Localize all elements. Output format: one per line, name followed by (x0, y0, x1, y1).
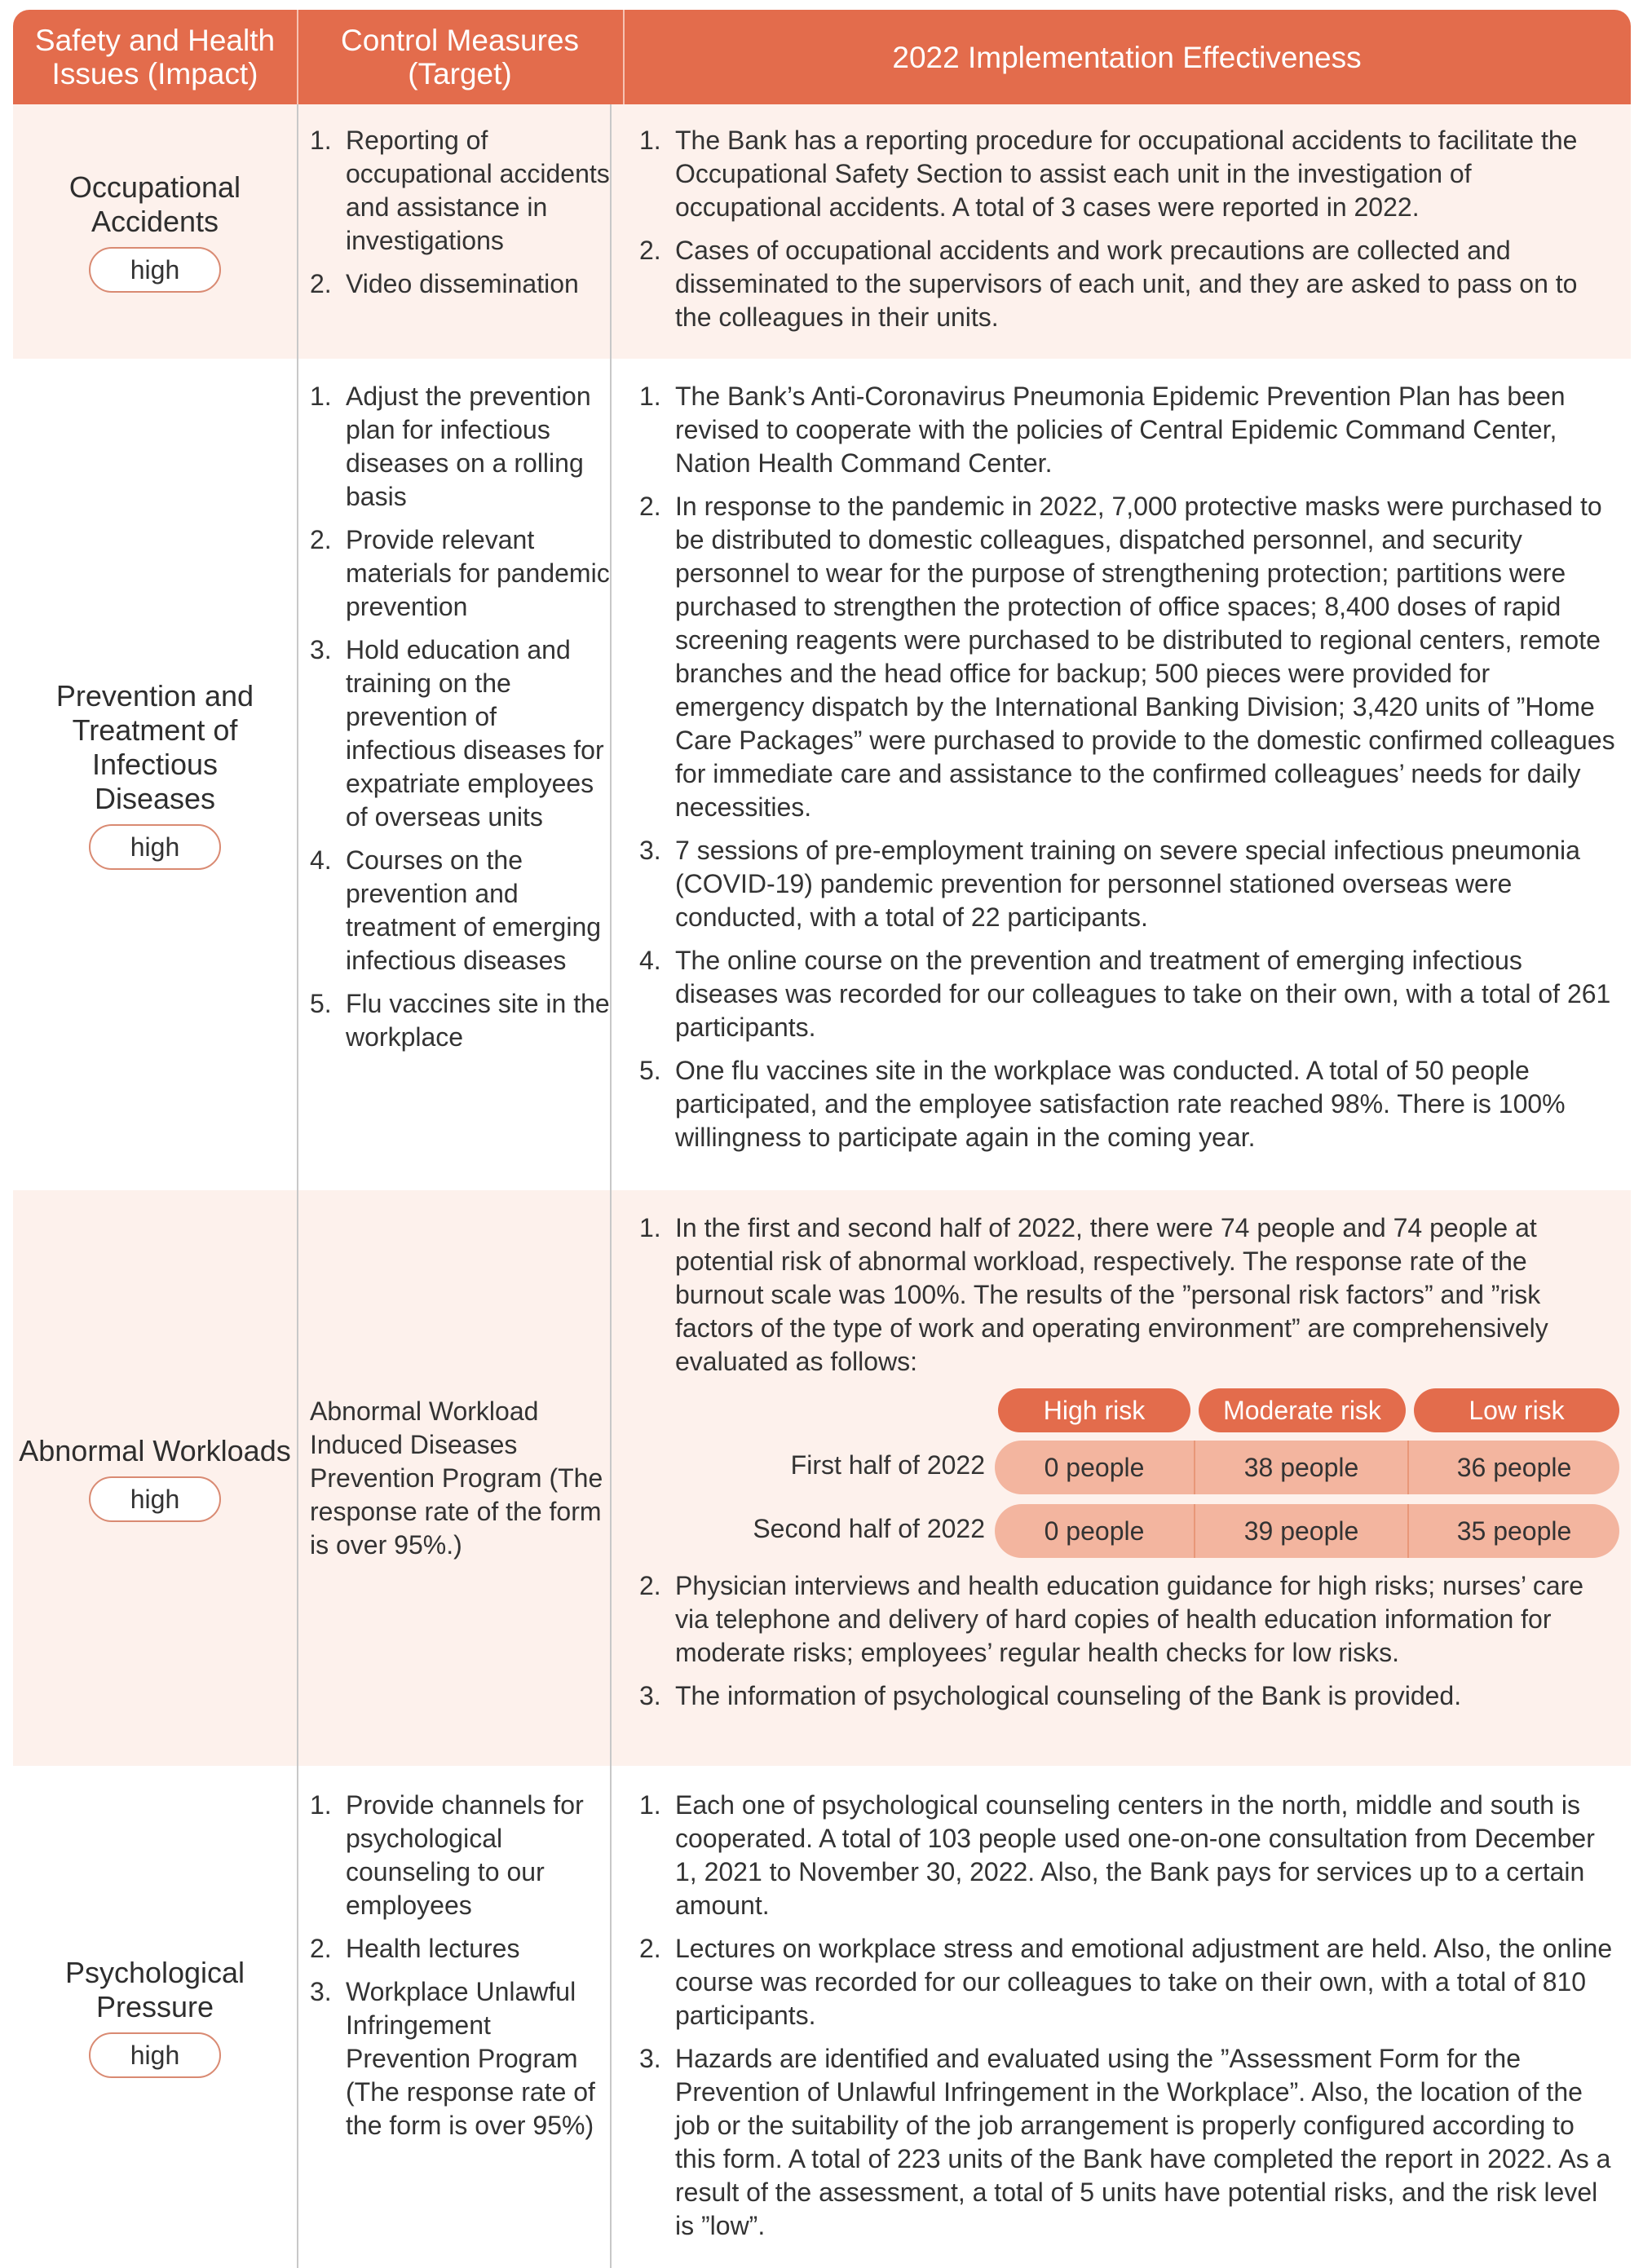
list-item: 1. The Bank’s Anti-Coronavirus Pneumonia Epidemic Prevention Plan has been revised to cooperate with the policies of Central Epidemic Command Center, Nation Health Command Center. (639, 382, 1566, 478)
list-item: 5. Flu vaccines site in the workplace (310, 989, 610, 1052)
effectiveness-block (639, 1211, 1618, 1723)
control-measures-list (310, 1789, 610, 2152)
list-item: 2. Provide relevant materials for pandemic prevention (310, 525, 610, 621)
table-row (13, 104, 1631, 359)
control-measures-list (310, 124, 610, 311)
control-measures-list (310, 380, 610, 1064)
issue-title: Abnormal Workloads (19, 1434, 291, 1467)
risk-header-moderate: Moderate risk (1199, 1388, 1406, 1432)
list-item: 4. The online course on the prevention and treatment of emerging infectious diseases was recorded for our colleagues to take on their own, with a total of 261 participants. (639, 946, 1611, 1042)
table-header (13, 10, 1631, 104)
effectiveness-list (639, 1569, 1618, 1713)
impact-badge: high (89, 1476, 221, 1522)
header-measures: Control Measures (Target) (340, 24, 579, 90)
list-item: 4. Courses on the prevention and treatment of emerging infectious diseases (310, 845, 602, 975)
issue-cell (13, 359, 297, 1190)
list-item: 1. Provide channels for psychological counseling to our employees (310, 1790, 584, 1920)
list-item: 3. The information of psychological counseling of the Bank is provided. (639, 1681, 1462, 1710)
issue-cell (13, 104, 297, 359)
list-item: 1. In the first and second half of 2022, there were 74 people and 74 people at potential risk of abnormal workload, respectively. The response rate of the burnout scale was 100%. The results of the ”personal risk factors” and ”risk factors of the type of work and operating environment” are comprehensively evaluated as follows: (639, 1213, 1548, 1376)
list-item: 2. Video dissemination (310, 269, 579, 298)
column-divider (610, 104, 612, 2268)
list-item: 3. Hazards are identified and evaluated using the ”Assessment Form for the Prevention of Unlawful Infringement in the Workplace”. Also, the location of the job or the suitability of the job arrangement is properly configured according to this form. A total of 223 units of the Bank have completed the report in 2022. As a result of the assessment, a total of 5 units have potential risks, and the risk level is ”low”. (639, 2044, 1611, 2240)
risk-value: 36 people (1456, 1452, 1572, 1482)
list-item: 2. Cases of occupational accidents and work precautions are collected and disseminated to the supervisors of each unit, and they are asked to pass on to the colleagues in their units. (639, 236, 1578, 332)
list-item: 1. Reporting of occupational accidents and assistance in investigations (310, 126, 610, 255)
effectiveness-list (639, 1211, 1618, 1379)
table-row (13, 359, 1631, 1190)
header-effectiveness: 2022 Implementation Effectiveness (892, 40, 1362, 74)
list-item: 3. 7 sessions of pre-employment training on severe special infectious pneumonia (COVID-19) pandemic prevention for personnel stationed overseas were conducted, with a total of 22 participants. (639, 836, 1580, 932)
list-item: 5. One flu vaccines site in the workplace was conducted. A total of 50 people participated, and the employee satisfaction rate reached 98%. There is 100% willingness to participate again in the coming year. (639, 1056, 1566, 1152)
risk-row-label: Second half of 2022 (753, 1514, 985, 1543)
list-item: 1. Each one of psychological counseling centers in the north, middle and south is cooperated. A total of 103 people used one-on-one consultation from December 1, 2021 to November 30, 2022. Also, the Bank pays for services up to a certain amount. (639, 1790, 1595, 1920)
effectiveness-list (639, 124, 1618, 344)
column-divider (297, 104, 298, 2268)
risk-value: 39 people (1243, 1516, 1359, 1546)
effectiveness-list (639, 1789, 1618, 2253)
risk-value: 0 people (1044, 1452, 1145, 1482)
impact-badge: high (89, 2032, 221, 2078)
issue-cell (13, 1190, 297, 1766)
effectiveness-list (639, 380, 1618, 1164)
impact-badge: high (89, 247, 221, 293)
list-item: 2. Lectures on workplace stress and emotional adjustment are held. Also, the online course was recorded for our colleagues to take on their own, with a total of 810 participants. (639, 1934, 1613, 2030)
list-item: 2. Health lectures (310, 1934, 520, 1963)
risk-value: 0 people (1044, 1516, 1145, 1546)
header-issues: Safety and Health Issues (Impact) (34, 24, 276, 90)
control-measure-text: Abnormal Workload Induced Diseases Prevention Program (The response rate of the form is over 95%.) (310, 1396, 603, 1560)
list-item: 1. The Bank has a reporting procedure for occupational accidents to facilitate the Occupational Safety Section to assist each unit in the investigation of occupational accidents. A total of 3 cases were reported in 2022. (639, 126, 1578, 222)
table-row (13, 1190, 1631, 1766)
list-item: 2. Physician interviews and health education guidance for high risks; nurses’ care via telephone and delivery of hard copies of health education information for moderate risks; employees’ regular health checks for low risks. (639, 1571, 1584, 1667)
risk-row (995, 1441, 1619, 1494)
risk-row-label: First half of 2022 (790, 1450, 985, 1480)
issue-title: Prevention and Treatment of Infectious Diseases (55, 679, 254, 815)
list-item: 1. Adjust the prevention plan for infectious diseases on a rolling basis (310, 382, 591, 511)
list-item: 3. Workplace Unlawful Infringement Prevention Program (The response rate of the form is over 95%) (310, 1977, 595, 2140)
risk-header-low: Low risk (1414, 1388, 1619, 1432)
issue-title: Occupational Accidents (68, 170, 241, 238)
impact-badge: high (89, 824, 221, 870)
table-row (13, 1766, 1631, 2268)
risk-value: 38 people (1243, 1452, 1359, 1482)
issue-title: Psychological Pressure (64, 1956, 245, 2023)
risk-value: 35 people (1456, 1516, 1572, 1546)
issue-cell (13, 1766, 297, 2268)
risk-table (639, 1388, 1618, 1560)
list-item: 3. Hold education and training on the prevention of infectious diseases for expatriate employees of overseas units (310, 635, 604, 832)
list-item: 2. In response to the pandemic in 2022, 7,000 protective masks were purchased to be distributed to domestic colleagues, dispatched personnel, and security personnel to wear for the purpose of strengthening protection; partitions were purchased to strengthen the protection of office spaces; 8,400 doses of rapid screening reagents were purchased to be distributed to regional centers, remote branches and the head office for backup; 500 pieces were provided for emergency dispatch by the International Banking Division; 3,420 units of ”Home Care Packages” were purchased to provide to the domestic confirmed colleagues for immediate care and assistance to the confirmed colleagues’ needs for daily necessities. (639, 492, 1615, 822)
risk-row (995, 1504, 1619, 1558)
risk-header-high: High risk (998, 1388, 1190, 1432)
